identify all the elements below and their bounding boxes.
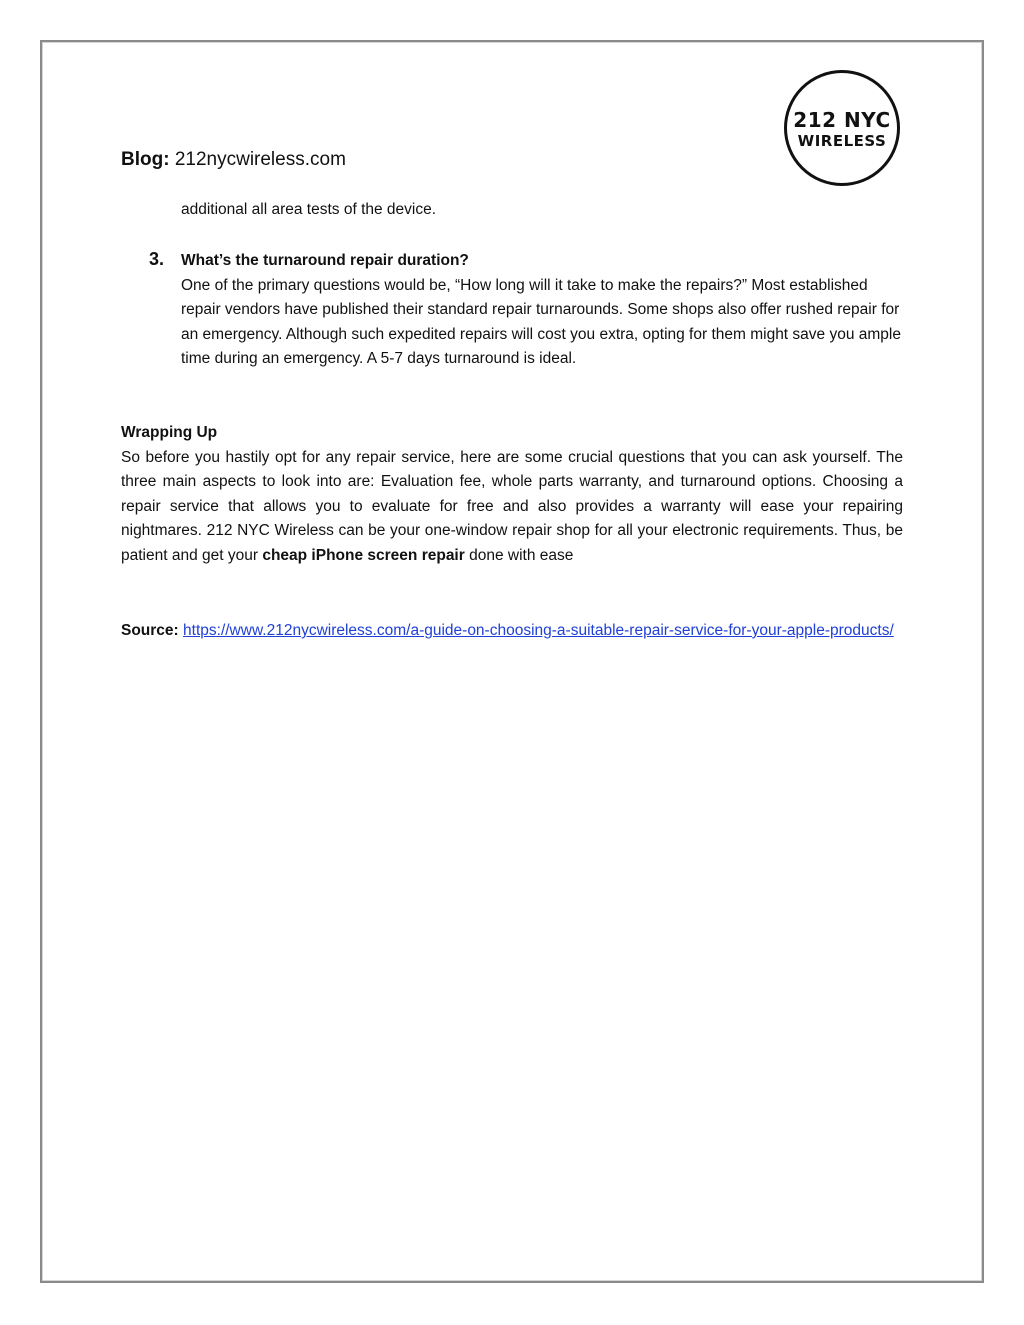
wrapping-up-section: [121, 421, 903, 568]
blog-site: 212nycwireless.com: [174, 149, 346, 170]
keyword-bold: cheap iPhone screen repair: [262, 546, 465, 564]
page-border: [40, 40, 984, 1283]
brand-logo: [784, 70, 900, 186]
paragraph-text-end: done with ease: [464, 546, 574, 564]
list-item-title: What’s the turnaround repair duration?: [181, 252, 469, 269]
source-label: Source:: [121, 622, 179, 639]
source-line: [121, 619, 903, 644]
list-item-number: 3.: [149, 249, 165, 269]
continuation-paragraph: additional all area tests of the device.: [181, 201, 437, 218]
list-item-body: One of the primary questions would be, “How long will it take to make the repairs?” Most established repair vendors have published their standard repair turnarounds. Some shops also offer rushed repair for an emergency. Although such expedited repairs will cost you extra, opting for them might save you ample time during an emergency. A 5-7 days turnaround is ideal.: [181, 276, 901, 367]
blog-header: [121, 148, 346, 172]
paragraph-text-start: So before you hastily opt for any repair service, here are some crucial questions that you can ask yourself. The three main aspects to look into are: Evaluation fee, whole parts warranty, and turnaround options. Choosing a repair service that allows you to evaluate for free and also provides a warranty will ease your repairing nightmares. 212 NYC Wireless can be your one-window repair shop for all your electronic requirements. Thus, be patient and get your: [121, 448, 903, 564]
blog-label: Blog:: [121, 149, 170, 170]
list-item-turnaround: [181, 249, 903, 372]
section-paragraph: [121, 446, 903, 569]
logo-text-line2: WIRELESS: [797, 131, 887, 150]
source-link[interactable]: https://www.212nycwireless.com/a-guide-on-choosing-a-suitable-repair-service-for-your-apple-products/: [183, 622, 894, 639]
section-heading: Wrapping Up: [121, 424, 218, 441]
logo-text-line1: 212 NYC: [793, 107, 891, 132]
